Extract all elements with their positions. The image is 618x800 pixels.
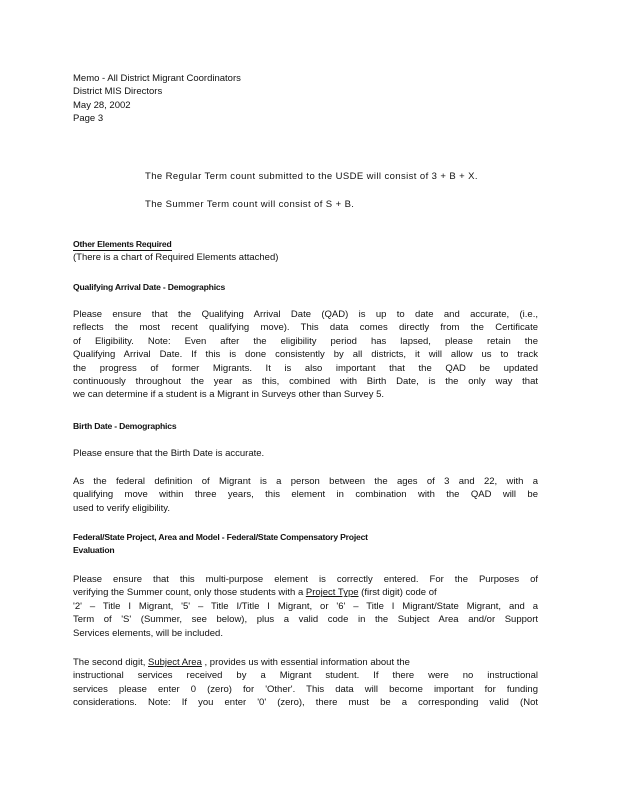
federal-paragraph-2 bbox=[73, 656, 538, 710]
other-elements-title: Other Elements Required bbox=[73, 239, 172, 249]
federal-line: Please ensure that this multi-purpose element is correctly entered. For the Purposes of bbox=[73, 574, 538, 585]
federal-line: verifying the Summer count, only those students with a Project Type (first digit) code of bbox=[73, 587, 437, 599]
qad-paragraph bbox=[73, 308, 538, 402]
birth-section bbox=[73, 420, 538, 433]
federal-line: The second digit, Subject Area , provides us with essential information about the bbox=[73, 657, 410, 668]
federal-title-2: Evaluation bbox=[73, 545, 115, 556]
other-elements-note: (There is a chart of Required Elements attached) bbox=[73, 252, 279, 264]
qad-line: we can determine if a student is a Migrant in Surveys other than Survey 5. bbox=[73, 389, 385, 401]
qad-title: Qualifying Arrival Date - Demographics bbox=[73, 282, 226, 292]
page-number: Page 3 bbox=[73, 113, 104, 125]
qad-line: the progress of former Migrants. It is also important that the QAD be updated bbox=[73, 362, 538, 374]
project-type-term: Project Type bbox=[305, 587, 359, 599]
federal-section bbox=[73, 531, 538, 558]
federal-line: Term of 'S' (Summer, see below), plus a valid code in the Subject Area and/or Support bbox=[73, 614, 538, 626]
qad-line: Please ensure that the Qualifying Arrival Date (QAD) is up to date and accurate, (i.e., bbox=[73, 309, 538, 320]
qad-line: of Eligibility. Note: Even after the eligibility period has lapsed, please retain the bbox=[73, 335, 538, 347]
birth-line: As the federal definition of Migrant is a person between the ages of 3 and 22, with a bbox=[73, 476, 538, 487]
federal-line: '2' – Title I Migrant, '5' – Title I/Title I Migrant, or '6' – Title I Migrant/State Migrant, and a bbox=[73, 600, 538, 612]
birth-paragraph-1 bbox=[73, 447, 538, 460]
summer-term-count: The Summer Term count will consist of S + B. bbox=[145, 199, 355, 210]
birth-line: qualifying move within three years, this element in combination with the QAD will be bbox=[73, 489, 538, 501]
subject-area-term: Subject Area bbox=[148, 657, 202, 668]
qad-section bbox=[73, 281, 538, 294]
memo-header bbox=[73, 72, 538, 126]
birth-paragraph-2 bbox=[73, 475, 538, 515]
federal-title: Federal/State Project, Area and Model - Federal/State Compensatory Project bbox=[73, 532, 368, 542]
other-elements-section bbox=[73, 238, 538, 265]
qad-line: Qualifying Arrival Date. If this is done consistently by all districts, it will allow us to track bbox=[73, 349, 538, 361]
birth-line: used to verify eligibility. bbox=[73, 502, 170, 514]
regular-term-count: The Regular Term count submitted to the USDE will consist of 3 + B + X. bbox=[145, 171, 478, 182]
federal-line: considerations. Note: If you enter '0' (zero), there must be a corresponding valid (Not bbox=[73, 697, 538, 709]
federal-line: Services elements, will be included. bbox=[73, 627, 223, 639]
birth-title: Birth Date - Demographics bbox=[73, 421, 177, 431]
memo-date: May 28, 2002 bbox=[73, 99, 131, 111]
federal-line: services please enter 0 (zero) for 'Other'. This data will become important for funding bbox=[73, 683, 538, 695]
qad-line: continuously throughout the year as this, combined with Birth Date, is the only way that bbox=[73, 376, 538, 388]
federal-paragraph-1 bbox=[73, 573, 538, 640]
federal-line: instructional services received by a Migrant student. If there were no instructional bbox=[73, 670, 538, 682]
memo-recipients-2: District MIS Directors bbox=[73, 86, 163, 98]
memo-recipients: Memo - All District Migrant Coordinators bbox=[73, 73, 241, 84]
qad-line: reflects the most recent qualifying move). This data comes directly from the Certificate bbox=[73, 322, 538, 334]
birth-line: Please ensure that the Birth Date is accurate. bbox=[73, 448, 265, 459]
